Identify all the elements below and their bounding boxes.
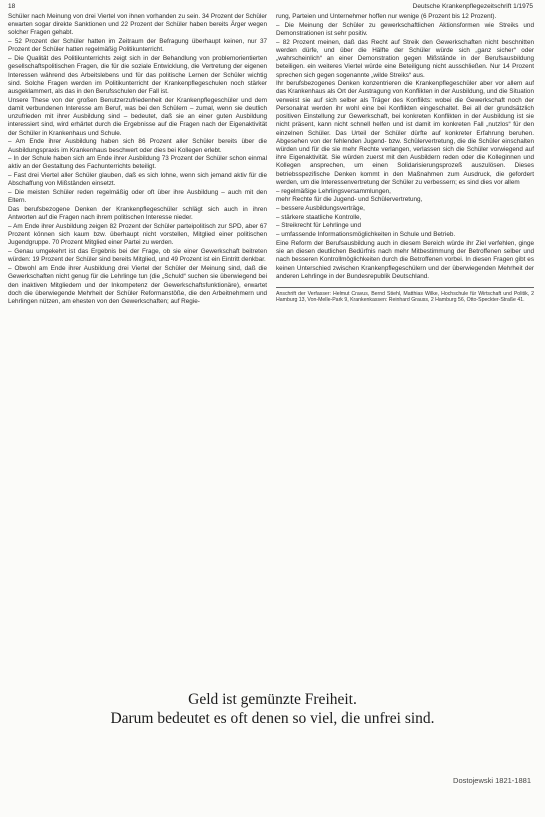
paragraph: – Obwohl am Ende ihrer Ausbildung drei Viertel der Schüler der Meinung sind, daß die Gewerkschaften nicht genug für die Lehrlinge tun (die „Schuld“ suchen sie überwiegend bei den inaktiven Mitgliedern und der Inkompetenz der Gewerkschaftsfunktionäre), erwartet doch die überwiegende Mehrheit der Schüler Reformanstöße, die den Arbeitnehmern und Lehrlingen nützen, am ehesten von den Gewerkschaften; auf Regie- — [8, 265, 267, 305]
paragraph: Eine Reform der Berufsausbildung auch in diesem Bereich würde ihr Ziel verfehlen, ginge sie an diesen deutlichen Bedürfnis nach mehr Mitbestimmung der Betroffenen selber und nach besseren Kontrollmöglichkeiten durch die Betroffenen vorbei. In diesen Fragen gibt es keinen Unterschied zwischen Krankenpflegeschülern und der überwiegenden Mehrheit der anderen Lehrlinge in der Bundesrepublik Deutschland. — [276, 239, 534, 280]
list-item: – stärkere staatliche Kontrolle, — [276, 213, 362, 221]
paragraph: – Am Ende ihrer Ausbildung zeigen 82 Prozent der Schüler parteipolitisch zur SPD, aber 67 Prozent können sich kaum bzw. überhaupt nicht vorstellen, Mitglied einer politischen Jugendgruppe. 70 Prozent Mitglied einer Partei zu werden. — [8, 222, 267, 247]
journal-title: Deutsche Krankenpflegezeitschrift 1/1975 — [412, 3, 533, 10]
paragraph: rung, Parteien und Unternehmer hoffen nur wenige (6 Prozent bis 12 Prozent). — [276, 13, 497, 20]
author-address: Anschrift der Verfasser: Helmut Cravus, Bernd Stiehl, Matthias Wilke, Hochschule für Wirtschaft und Politik, 2 Hamburg 13, Von-Melle-Park 9, Krankenkassen: Reinhard Grauss, 2 Hamburg 56, Otto-Speckter-Straße 41. — [276, 291, 534, 304]
paragraph: Ihr berufsbezogenes Denken konzentrieren die Krankenpflegeschüler aber vor allem auf das Krankenhaus als Ort der Austragung von Konflikten in der Ausbildung, und die Situation verweist sie auf sich selber als Träger des Konflikts: wobei die Gewerkschaft noch der Personalrat werden ihr wohl eine bei Konflikten eingeschaltet. Bei all der grundsätzlich positiven Einstellung zur Gewerkschaft, bei konkreten Konflikten in der Ausbildung ist sie nicht präsent, kann nicht schnell helfen und ist damit im konkreten Fall „nutzlos“ für den einzelnen Schüler. Das Urteil der Schüler dürfte auf konkreter Erfahrung beruhen. Abgesehen von der fehlenden Jugend- bzw. Schülervertretung, die die Schüler einschalten würden und für die sie mehr Rechte verlangen, verlassen sich die Schüler vorwiegend auf ihre Eigenaktivität. Sie würden zuerst mit den Ausbildern reden oder die Kolleginnen und Kollegen ansprechen, um einen Solidarisierungsprozeß auszulösen. Dieses betriebsspezifische Denken kommt in den Maßnahmen zum Ausdruck, die gefordert werden, um die Interessenvertretung der Schüler zu verbessern; es sind dies vor allem — [276, 80, 534, 186]
paragraph: Unsere These von der großen Benutzerzufriedenheit der Krankenpflegeschüler und dem damit verbundenen Interesse am Beruf, was bei den Schülern – zumal, wenn sie deutlich unzufrieden mit ihrer Ausbildung sind – bedeutet, daß sie an einer guten Ausbildung interessiert sind, wird erhärtet durch die Ergebnisse auf die Fragen nach der Eigenaktivität der Schüler in Krankenhaus und Schule. — [8, 96, 267, 137]
page-header — [8, 3, 533, 13]
paragraph: – Die Meinung der Schüler zu gewerkschaftlichen Aktionsformen wie Streiks und Demonstrationen ist sehr positiv. — [276, 21, 534, 37]
paragraph: – In der Schule haben sich am Ende ihrer Ausbildung 73 Prozent der Schüler schon einmal aktiv an der Gestaltung des Fachunterrichts beteiligt. — [8, 155, 267, 171]
paragraph: – 82 Prozent meinen, daß das Recht auf Streik den Gewerkschaften nicht beschnitten werden dürfe, und über die Hälfte der Schüler würde sich „ganz sicher“ oder „wahrscheinlich“ an einer Demonstration gegen Mißstände in der Berufsausbildung beteiligen. ein weiteres Viertel würde eine Beteiligung nicht ausschließen. Nur 14 Prozent sprechen sich gegen sogenannte „wilde Streiks“ aus. — [276, 38, 534, 79]
quote-source: Dostojewski 1821-1881 — [453, 776, 531, 785]
quote-line-1: Geld ist gemünzte Freiheit. — [188, 691, 357, 708]
paragraph: – Am Ende ihrer Ausbildung haben sich 86 Prozent aller Schüler bereits über die Ausbildungspraxis im Krankenhaus beschwert oder dies bei Kollegen erlebt. — [8, 138, 267, 154]
quote-advertisement — [0, 690, 545, 728]
paragraph: – Genau umgekehrt ist das Ergebnis bei der Frage, ob sie einer Gewerkschaft beitreten würden: 19 Prozent der Schüler sind bereits Mitglied, und 49 Prozent ist ein Eintritt denkbar. — [8, 248, 267, 264]
list-item: mehr Rechte für die Jugend- und Schülervertretung, — [276, 196, 423, 204]
text-column-right — [276, 13, 534, 304]
paragraph: Das berufsbezogene Denken der Krankenpflegeschüler schlägt sich auch in ihren Antworten auf die Fragen nach ihrem politischen Interesse nieder. — [8, 206, 267, 222]
paragraph: – Die meisten Schüler reden regelmäßig oder oft über ihre Ausbildung – auch mit den Eltern. — [8, 189, 267, 205]
list-item: – Streikrecht für Lehrlinge und — [276, 222, 361, 230]
paragraph: – Die Qualität des Politikunterrichts zeigt sich in der Behandlung von problemorientierten gesellschaftspolitischen Fragen, die für die soziale Entwicklung, die Vertretung der eigenen Interessen während des Arbeitslebens und für das politische Lernen der Schüler wichtig sind. Solche Fragen werden im Politikunterricht der Krankenpflegeschulen noch stärker ausgeklammert, als das in den Berufsschulen der Fall ist. — [8, 55, 267, 95]
paragraph: – Fast drei Viertel aller Schüler glauben, daß es sich lohne, wenn sich jemand aktiv für die Abschaffung von Mißständen einsetzt. — [8, 172, 267, 188]
paragraph: – 52 Prozent der Schüler hatten im Zeitraum der Befragung überhaupt keinen, nur 37 Prozent der Schüler hatten regelmäßig Politikunterricht. — [8, 38, 267, 54]
divider — [276, 287, 534, 288]
text-column-left — [8, 13, 267, 307]
list-item: – umfassende Informationsmöglichkeiten in Schule und Betrieb. — [276, 231, 456, 239]
list-item: – regelmäßige Lehrlingsversammlungen, — [276, 187, 391, 195]
paragraph: Schüler nach Meinung von drei Viertel von ihnen vorhanden zu sein. 34 Prozent der Schüler erwarten sogar direkte Sanktionen und 22 Prozent der Schüler haben bereits Ärger wegen solcher Fragen gehabt. — [8, 13, 267, 37]
page-number: 18 — [8, 3, 16, 10]
list-item: – bessere Ausbildungsverträge, — [276, 205, 365, 213]
quote-line-2: Darum bedeutet es oft denen so viel, die unfrei sind. — [110, 710, 435, 727]
